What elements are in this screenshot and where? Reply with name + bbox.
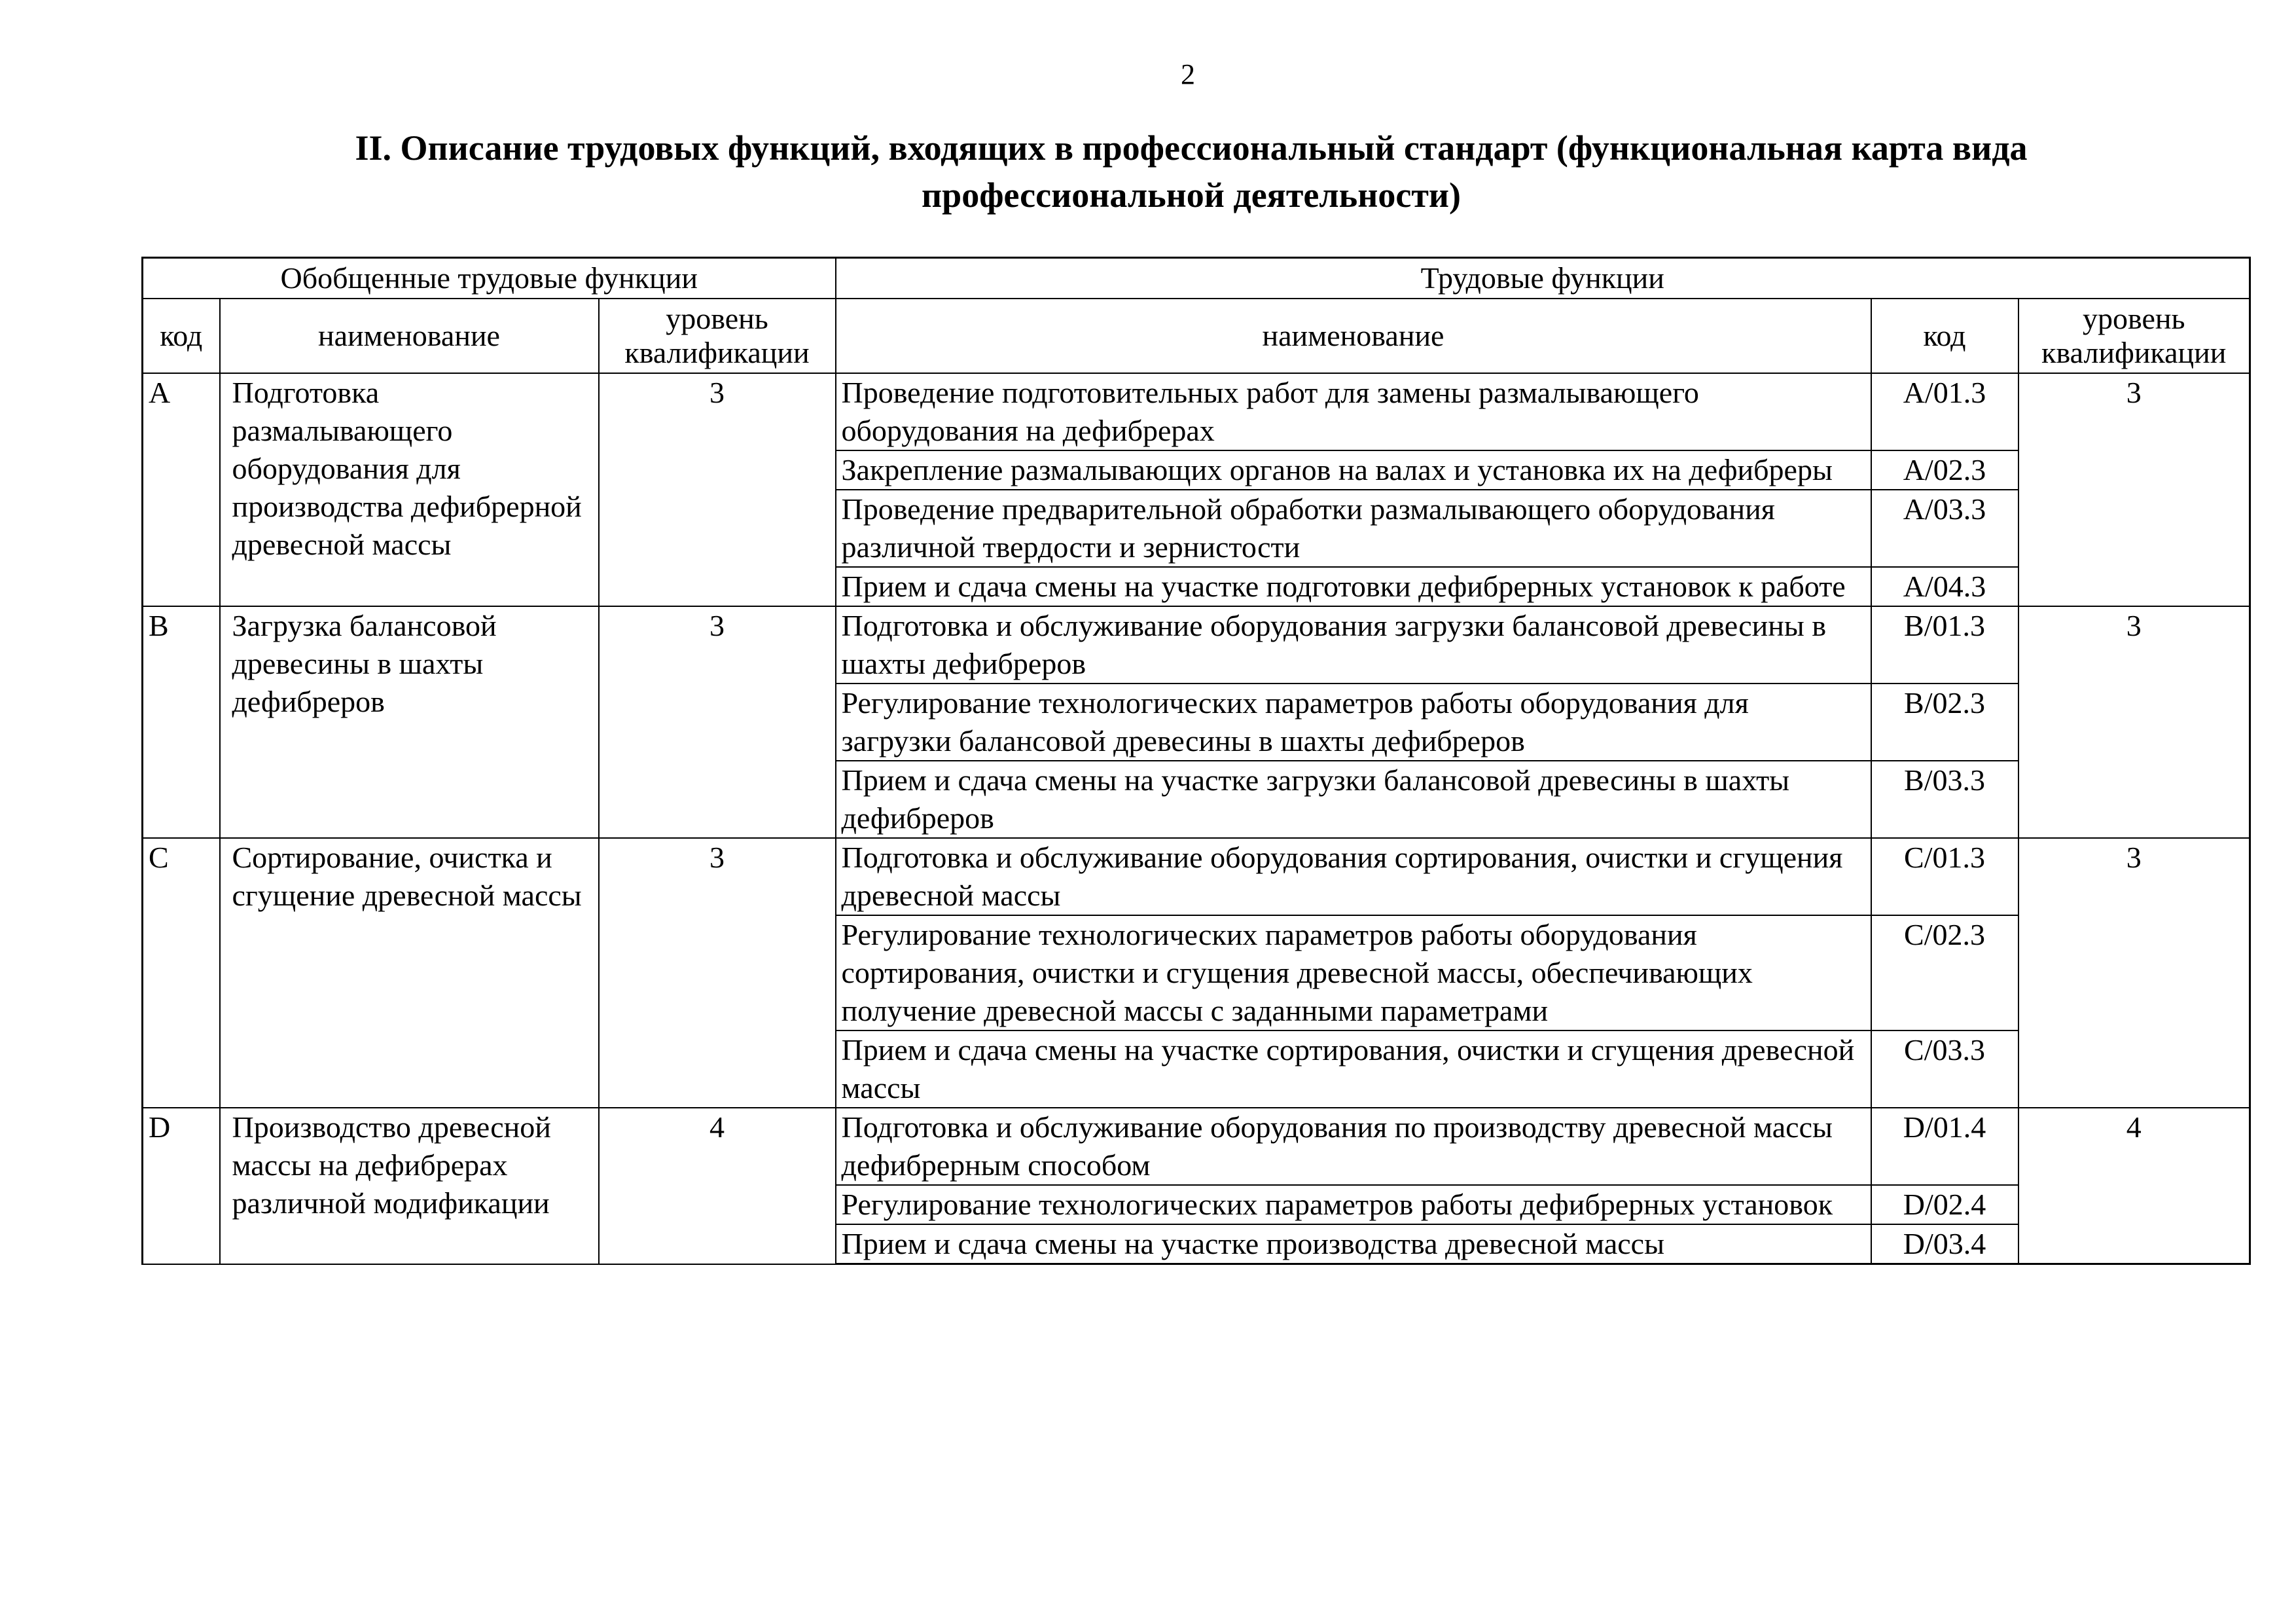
- group-name: Загрузка балансовой древесины в шахты дефибреров: [220, 606, 599, 838]
- function-name: Регулирование технологических параметров работы дефибрерных установок: [836, 1185, 1871, 1224]
- function-code: A/02.3: [1871, 450, 2018, 490]
- function-code: C/02.3: [1871, 915, 2018, 1030]
- function-code: C/01.3: [1871, 838, 2018, 915]
- function-code: B/03.3: [1871, 761, 2018, 838]
- function-code: D/03.4: [1871, 1224, 2018, 1264]
- function-name: Проведение подготовительных работ для замены размалывающего оборудования на дефибрерах: [836, 373, 1871, 450]
- column-header-row: [143, 299, 2250, 373]
- function-code: A/04.3: [1871, 567, 2018, 606]
- function-code: D/01.4: [1871, 1108, 2018, 1185]
- function-name: Закрепление размалывающих органов на валах и установка их на дефибреры: [836, 450, 1871, 490]
- function-name: Проведение предварительной обработки размалывающего оборудования различной твердости и зернистости: [836, 490, 1871, 567]
- function-name: Прием и сдача смены на участке подготовки дефибрерных установок к работе: [836, 567, 1871, 606]
- function-name: Прием и сдача смены на участке производства древесной массы: [836, 1224, 1871, 1264]
- group-code: D: [143, 1108, 220, 1264]
- table-row: [143, 606, 2250, 684]
- table-row: [143, 373, 2250, 450]
- function-code: B/01.3: [1871, 606, 2018, 684]
- function-name: Регулирование технологических параметров работы оборудования сортирования, очистки и сгущения древесной массы, обеспечивающих получение древесной массы с заданными параметрами: [836, 915, 1871, 1030]
- col-name-header: наименование: [220, 299, 599, 373]
- function-level: 3: [2018, 373, 2250, 606]
- group-name: Подготовка размалывающего оборудования для производства дефибрерной древесной массы: [220, 373, 599, 606]
- function-name: Регулирование технологических параметров работы оборудования для загрузки балансовой древесины в шахты дефибреров: [836, 684, 1871, 761]
- functional-map-table: [141, 257, 2251, 1265]
- function-code: A/03.3: [1871, 490, 2018, 567]
- group-code: B: [143, 606, 220, 838]
- function-name: Подготовка и обслуживание оборудования по производству древесной массы дефибрерным способом: [836, 1108, 1871, 1185]
- col-fn-level-header: уровень квалификации: [2018, 299, 2250, 373]
- col-code-header: код: [143, 299, 220, 373]
- page-number: 2: [1181, 58, 1195, 90]
- labor-functions-header: Трудовые функции: [836, 258, 2250, 299]
- function-name: Прием и сдача смены на участке сортирования, очистки и сгущения древесной массы: [836, 1030, 1871, 1108]
- function-level: 3: [2018, 838, 2250, 1108]
- function-code: D/02.4: [1871, 1185, 2018, 1224]
- table-row: [143, 838, 2250, 915]
- table-row: [143, 1108, 2250, 1185]
- col-fn-name-header: наименование: [836, 299, 1871, 373]
- function-name: Подготовка и обслуживание оборудования загрузки балансовой древесины в шахты дефибреров: [836, 606, 1871, 684]
- function-code: B/02.3: [1871, 684, 2018, 761]
- group-level: 3: [599, 606, 836, 838]
- group-header-row: [143, 258, 2250, 299]
- group-level: 3: [599, 373, 836, 606]
- function-name: Подготовка и обслуживание оборудования сортирования, очистки и сгущения древесной массы: [836, 838, 1871, 915]
- function-name: Прием и сдача смены на участке загрузки балансовой древесины в шахты дефибреров: [836, 761, 1871, 838]
- function-level: 4: [2018, 1108, 2250, 1264]
- function-code: A/01.3: [1871, 373, 2018, 450]
- section-title: II. Описание трудовых функций, входящих в профессиональный стандарт (функциональная карта вида профессиональной деятельности): [355, 128, 2028, 215]
- function-level: 3: [2018, 606, 2250, 838]
- group-name: Производство древесной массы на дефибрерах различной модификации: [220, 1108, 599, 1264]
- group-code: C: [143, 838, 220, 1108]
- col-level-header: уровень квалификации: [599, 299, 836, 373]
- function-code: C/03.3: [1871, 1030, 2018, 1108]
- group-name: Сортирование, очистка и сгущение древесной массы: [220, 838, 599, 1108]
- group-code: A: [143, 373, 220, 606]
- group-level: 3: [599, 838, 836, 1108]
- col-fn-code-header: код: [1871, 299, 2018, 373]
- group-level: 4: [599, 1108, 836, 1264]
- generalized-functions-header: Обобщенные трудовые функции: [143, 258, 836, 299]
